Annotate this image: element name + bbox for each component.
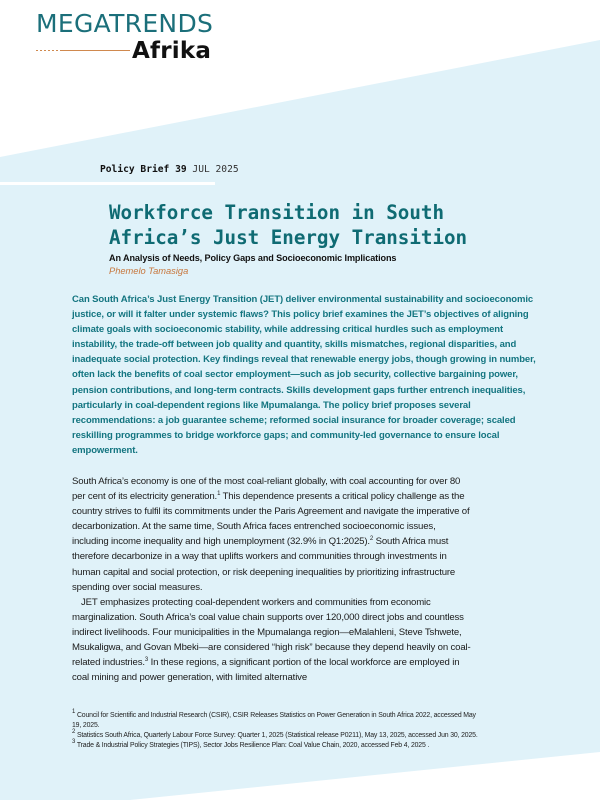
title-line-2: Africa’s Just Energy Transition — [109, 226, 468, 249]
footnotes — [72, 711, 482, 751]
title-line-1: Workforce Transition in South — [109, 201, 445, 224]
logo-wordmark-top: MEGATRENDS — [36, 9, 214, 38]
megatrends-afrika-logo — [36, 9, 214, 64]
footnote-3: $^3$ Trade & Industrial Policy Strategies (TIPS), Sector Jobs Resilience Plan: Coal Value Chain, 2020, accessed Feb 4, 2025 . — [72, 739, 430, 750]
document-title — [109, 200, 589, 250]
logo-rule — [62, 50, 130, 51]
footnote-ref-2[interactable]: 2 — [369, 536, 374, 543]
brief-date: JUL 2025 — [192, 164, 239, 175]
footnote-1: $^1$ Council for Scientific and Industrial Research (CSIR), CSIR Releases Statistics on Power Generation in South Africa 2022, accessed May 19, 2025. — [72, 709, 476, 730]
logo-rule-dashed — [36, 50, 62, 51]
footnote-2: $^2$ Statistics South Africa, Quarterly Labour Force Survey: Quarter 1, 2025 (Statistical release P0211), May 13, 2025, accessed Jun 30, 2025. — [72, 729, 478, 740]
logo-wordmark-bottom: Afrika — [132, 38, 212, 64]
policy-brief-label — [100, 164, 239, 175]
body-paragraph-1: South Africa’s economy is one of the most coal-reliant globally, with coal accounting for over 80 per cent of its electricity generation.$^1$ This dependence presents a critical policy challenge as the country strives to fulfil its commitments under the Paris Agreement and navigate the imperative of decarbonization. At the same time, South Africa faces entrenched socioeconomic issues, including income inequality and high unemployment (32.9% in Q1:2025).$^2$ South Africa must therefore decarbonize in a way that uplifts workers and communities through investments in human capital and social protection, or risk deepening inequalities by prioritizing infrastructure spending over social measures. — [72, 476, 470, 593]
body-text — [72, 474, 472, 685]
body-paragraph-2: JET emphasizes protecting coal-dependent workers and communities from economic marginalization. South Africa’s coal value chain supports over 120,000 direct jobs and countless indirect livelihoods. Four municipalities in the Mpumalanga region—eMalahleni, Steve Tshwete, Msukaligwa, and Govan Mbeki—are considered “high risk” because they depend heavily on coal-related industries.$^3$ In these regions, a significant portion of the local workforce are employed in coal mining and power generation, with limited alternative — [72, 596, 471, 684]
brief-series: Policy Brief 39 — [100, 164, 187, 175]
footnote-ref-3[interactable]: 3 — [144, 657, 149, 664]
document-subtitle: An Analysis of Needs, Policy Gaps and Socioeconomic Implications — [109, 253, 397, 263]
author-name: Phemelo Tamasiga — [109, 266, 189, 276]
footnote-ref-1[interactable]: 1 — [217, 491, 221, 498]
abstract: Can South Africa’s Just Energy Transition (JET) deliver environmental sustainability and socioeconomic justice, or will it falter under systemic flaws? This policy brief examines the JET’s objectives of aligning climate goals with socioeconomic stability, while addressing critical hurdles such as employment instability, the trade-off between job quality and quantity, skills mismatches, regional disparities, and inadequate social protection. Key findings reveal that renewable energy jobs, though growing in number, often lack the benefits of coal sector employment—such as job security, collective bargaining power, pension contributions, and long-term contracts. Skills development gaps further entrench inequalities, particularly in coal-dependent regions like Mpumalanga. The policy brief proposes several recommendations: a job guarantee scheme; reformed social insurance for broader coverage; scaled reskilling programmes to bridge workforce gaps; and community-led governance to ensure local empowerment. — [72, 294, 536, 456]
header-divider — [0, 182, 215, 185]
